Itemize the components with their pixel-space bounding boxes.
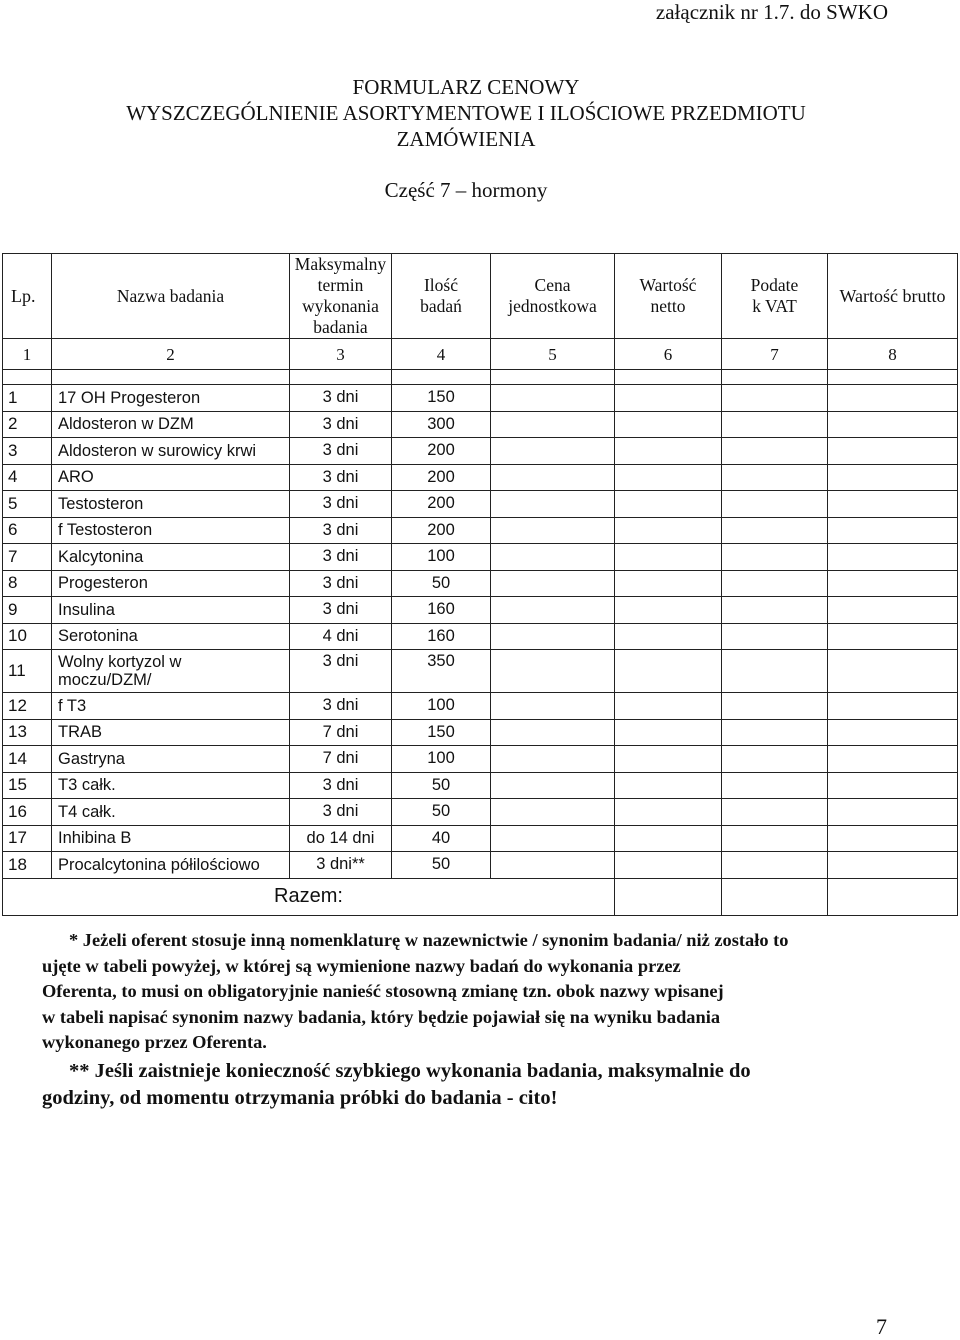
title-line: ZAMÓWIENIA xyxy=(396,127,536,151)
cell-vat[interactable] xyxy=(722,385,828,412)
cell-vat[interactable] xyxy=(722,491,828,518)
row-lp: 16 xyxy=(3,799,52,826)
row-name: Progesteron xyxy=(52,570,290,597)
cell-unit-price[interactable] xyxy=(491,597,615,624)
cell-net[interactable] xyxy=(615,385,722,412)
cell-net[interactable] xyxy=(615,693,722,720)
row-term: 3 dni xyxy=(290,799,392,826)
cell-unit-price[interactable] xyxy=(491,411,615,438)
row-name: Serotonina xyxy=(52,623,290,650)
cell-gross[interactable] xyxy=(828,650,958,693)
row-qty: 100 xyxy=(392,693,491,720)
row-lp: 14 xyxy=(3,746,52,773)
row-term: 3 dni xyxy=(290,411,392,438)
row-lp: 18 xyxy=(3,852,52,879)
row-term: 3 dni xyxy=(290,772,392,799)
footnotes xyxy=(42,928,902,1112)
row-term: 3 dni xyxy=(290,385,392,412)
col-header-qty-line: badań xyxy=(420,296,462,316)
cell-unit-price[interactable] xyxy=(491,385,615,412)
row-name: ARO xyxy=(52,464,290,491)
cell-vat[interactable] xyxy=(722,623,828,650)
cell-gross[interactable] xyxy=(828,772,958,799)
col-header-qty xyxy=(392,254,491,339)
col-header-name: Nazwa badania xyxy=(52,254,290,339)
cell-vat[interactable] xyxy=(722,411,828,438)
row-lp: 10 xyxy=(3,623,52,650)
row-name-line: Wolny kortyzol w xyxy=(58,653,182,671)
cell-gross[interactable] xyxy=(828,719,958,746)
row-qty: 100 xyxy=(392,544,491,571)
col-header-term-line: wykonania xyxy=(302,296,379,316)
table-row xyxy=(3,772,958,799)
cell-vat[interactable] xyxy=(722,464,828,491)
table-row xyxy=(3,623,958,650)
table-row xyxy=(3,799,958,826)
col-header-net-line: netto xyxy=(650,296,686,316)
row-qty: 160 xyxy=(392,623,491,650)
table-row xyxy=(3,491,958,518)
table-row xyxy=(3,650,958,693)
cell-gross[interactable] xyxy=(828,746,958,773)
price-form-table xyxy=(2,253,958,916)
footnote-line: w tabeli napisać synonim nazwy badania, który będzie pojawiał się na wyniku badania xyxy=(42,1006,721,1027)
column-number: 8 xyxy=(828,339,958,370)
row-term: 3 dni xyxy=(290,438,392,465)
cell-gross[interactable] xyxy=(828,570,958,597)
table-row xyxy=(3,464,958,491)
row-term: 3 dni xyxy=(290,544,392,571)
cell-net[interactable] xyxy=(615,799,722,826)
column-number: 1 xyxy=(3,339,52,370)
cell-net[interactable] xyxy=(615,517,722,544)
row-name: Inhibina B xyxy=(52,825,290,852)
row-term: do 14 dni xyxy=(290,825,392,852)
row-name: Insulina xyxy=(52,597,290,624)
row-name: Procalcytonina półilościowo xyxy=(52,852,290,879)
cell-unit-price[interactable] xyxy=(491,852,615,879)
cell-net[interactable] xyxy=(615,772,722,799)
total-net[interactable] xyxy=(615,878,722,915)
total-vat[interactable] xyxy=(722,878,828,915)
cell-net[interactable] xyxy=(615,464,722,491)
row-term: 3 dni xyxy=(290,517,392,544)
cell-gross[interactable] xyxy=(828,517,958,544)
cell-net[interactable] xyxy=(615,623,722,650)
cell-gross[interactable] xyxy=(828,693,958,720)
row-qty: 300 xyxy=(392,411,491,438)
row-term: 3 dni xyxy=(290,597,392,624)
cell-unit-price[interactable] xyxy=(491,438,615,465)
column-number: 3 xyxy=(290,339,392,370)
footnote-line: Oferenta, to musi on obligatoryjnie nanieść stosowną zmianę tzn. obok nazwy wpisanej xyxy=(42,981,724,1001)
cell-vat[interactable] xyxy=(722,799,828,826)
col-header-vat-line: Podate xyxy=(750,275,799,295)
table-row xyxy=(3,570,958,597)
row-term: 3 dni xyxy=(290,491,392,518)
cell-gross[interactable] xyxy=(828,544,958,571)
row-term: 4 dni xyxy=(290,623,392,650)
part-heading: Część 7 – hormony xyxy=(384,178,548,202)
cell-net[interactable] xyxy=(615,570,722,597)
row-name: Aldosteron w DZM xyxy=(52,411,290,438)
col-header-net xyxy=(615,254,722,339)
row-qty: 200 xyxy=(392,438,491,465)
cell-vat[interactable] xyxy=(722,719,828,746)
col-header-unit-price-line: Cena xyxy=(534,275,571,295)
table-row xyxy=(3,825,958,852)
table-row xyxy=(3,597,958,624)
footnote-line: ** Jeśli zaistnieje konieczność szybkiego wykonania badania, maksymalnie do xyxy=(69,1059,751,1082)
total-row xyxy=(3,878,958,915)
cell-net[interactable] xyxy=(615,597,722,624)
row-name-line: moczu/DZM/ xyxy=(58,671,152,689)
cell-gross[interactable] xyxy=(828,385,958,412)
row-term: 3 dni xyxy=(290,464,392,491)
row-name: Aldosteron w surowicy krwi xyxy=(52,438,290,465)
col-header-unit-price xyxy=(491,254,615,339)
table-row xyxy=(3,746,958,773)
cell-net[interactable] xyxy=(615,438,722,465)
footnote-line: ujęte w tabeli powyżej, w której są wymienione nazwy badań do wykonania przez xyxy=(42,955,681,976)
row-qty: 50 xyxy=(392,570,491,597)
row-lp: 11 xyxy=(3,650,52,693)
cell-vat[interactable] xyxy=(722,597,828,624)
row-name: f Testosteron xyxy=(52,517,290,544)
row-lp: 8 xyxy=(3,570,52,597)
cell-net[interactable] xyxy=(615,544,722,571)
cell-vat[interactable] xyxy=(722,825,828,852)
col-header-term xyxy=(290,254,392,339)
table-row xyxy=(3,517,958,544)
header-row xyxy=(3,254,958,339)
row-qty: 350 xyxy=(392,650,491,693)
column-number: 6 xyxy=(615,339,722,370)
row-term: 7 dni xyxy=(290,719,392,746)
table-row xyxy=(3,385,958,412)
footnote-line: * Jeżeli oferent stosuje inną nomenklaturę w nazewnictwie / synonim badania/ niż zostało to xyxy=(69,930,789,950)
cell-vat[interactable] xyxy=(722,746,828,773)
row-lp: 13 xyxy=(3,719,52,746)
col-header-unit-price-line: jednostkowa xyxy=(508,296,597,316)
cell-gross[interactable] xyxy=(828,464,958,491)
title-line: WYSZCZEGÓLNIENIE ASORTYMENTOWE I ILOŚCIOWE PRZEDMIOTU xyxy=(126,101,806,125)
page-number: 7 xyxy=(876,1314,887,1339)
table-row xyxy=(3,852,958,879)
row-name xyxy=(52,650,290,693)
table-row xyxy=(3,411,958,438)
col-header-term-line: Maksymalny xyxy=(294,254,387,274)
col-header-vat xyxy=(722,254,828,339)
cell-net[interactable] xyxy=(615,650,722,693)
row-qty: 200 xyxy=(392,464,491,491)
row-name: Gastryna xyxy=(52,746,290,773)
row-term: 7 dni xyxy=(290,746,392,773)
row-qty: 160 xyxy=(392,597,491,624)
row-lp: 2 xyxy=(3,411,52,438)
cell-unit-price[interactable] xyxy=(491,772,615,799)
cell-vat[interactable] xyxy=(722,772,828,799)
cell-unit-price[interactable] xyxy=(491,623,615,650)
cell-gross[interactable] xyxy=(828,491,958,518)
cell-gross[interactable] xyxy=(828,799,958,826)
row-lp: 9 xyxy=(3,597,52,624)
row-term: 3 dni xyxy=(290,693,392,720)
row-lp: 5 xyxy=(3,491,52,518)
row-term: 3 dni** xyxy=(290,852,392,879)
row-qty: 200 xyxy=(392,517,491,544)
cell-unit-price[interactable] xyxy=(491,517,615,544)
row-term: 3 dni xyxy=(290,570,392,597)
cell-unit-price[interactable] xyxy=(491,570,615,597)
column-number-row xyxy=(3,339,958,370)
row-lp: 17 xyxy=(3,825,52,852)
cell-unit-price[interactable] xyxy=(491,825,615,852)
row-lp: 1 xyxy=(3,385,52,412)
attachment-reference: załącznik nr 1.7. do SWKO xyxy=(655,0,888,24)
column-number: 2 xyxy=(52,339,290,370)
cell-vat[interactable] xyxy=(722,852,828,879)
cell-net[interactable] xyxy=(615,825,722,852)
cell-vat[interactable] xyxy=(722,693,828,720)
cell-vat[interactable] xyxy=(722,438,828,465)
title-line: FORMULARZ CENOWY xyxy=(352,75,580,99)
table-row xyxy=(3,544,958,571)
table-row xyxy=(3,693,958,720)
cell-gross[interactable] xyxy=(828,623,958,650)
total-label: Razem: xyxy=(3,878,615,915)
cell-vat[interactable] xyxy=(722,650,828,693)
cell-unit-price[interactable] xyxy=(491,464,615,491)
cell-gross[interactable] xyxy=(828,825,958,852)
cell-vat[interactable] xyxy=(722,517,828,544)
row-qty: 150 xyxy=(392,385,491,412)
cell-vat[interactable] xyxy=(722,570,828,597)
row-lp: 6 xyxy=(3,517,52,544)
cell-net[interactable] xyxy=(615,746,722,773)
cell-unit-price[interactable] xyxy=(491,746,615,773)
row-qty: 50 xyxy=(392,852,491,879)
row-qty: 50 xyxy=(392,772,491,799)
row-qty: 50 xyxy=(392,799,491,826)
col-header-qty-line: Ilość xyxy=(423,275,459,295)
cell-gross[interactable] xyxy=(828,597,958,624)
cell-unit-price[interactable] xyxy=(491,650,615,693)
table-row xyxy=(3,438,958,465)
row-lp: 4 xyxy=(3,464,52,491)
row-lp: 15 xyxy=(3,772,52,799)
col-header-net-line: Wartość xyxy=(639,275,697,295)
row-name: T3 całk. xyxy=(52,772,290,799)
row-qty: 100 xyxy=(392,746,491,773)
cell-net[interactable] xyxy=(615,491,722,518)
row-name: Testosteron xyxy=(52,491,290,518)
row-name: TRAB xyxy=(52,719,290,746)
spacer-row xyxy=(3,370,958,385)
row-qty: 40 xyxy=(392,825,491,852)
cell-unit-price[interactable] xyxy=(491,544,615,571)
row-term: 3 dni xyxy=(290,650,392,693)
column-number: 4 xyxy=(392,339,491,370)
row-lp: 7 xyxy=(3,544,52,571)
cell-net[interactable] xyxy=(615,411,722,438)
col-header-term-line: termin xyxy=(317,275,364,295)
row-qty: 150 xyxy=(392,719,491,746)
col-header-vat-line: k VAT xyxy=(752,296,797,316)
row-lp: 3 xyxy=(3,438,52,465)
footnote-2 xyxy=(42,1058,902,1112)
cell-unit-price[interactable] xyxy=(491,491,615,518)
column-number: 7 xyxy=(722,339,828,370)
cell-gross[interactable] xyxy=(828,438,958,465)
row-name: f T3 xyxy=(52,693,290,720)
cell-gross[interactable] xyxy=(828,411,958,438)
total-gross[interactable] xyxy=(828,878,958,915)
row-name: T4 całk. xyxy=(52,799,290,826)
document-title xyxy=(0,74,932,152)
cell-gross[interactable] xyxy=(828,852,958,879)
column-number: 5 xyxy=(491,339,615,370)
col-header-gross: Wartość brutto xyxy=(828,254,958,339)
cell-net[interactable] xyxy=(615,719,722,746)
row-name: 17 OH Progesteron xyxy=(52,385,290,412)
row-qty: 200 xyxy=(392,491,491,518)
footnote-line: wykonanego przez Oferenta. xyxy=(42,1032,267,1052)
cell-unit-price[interactable] xyxy=(491,693,615,720)
cell-unit-price[interactable] xyxy=(491,719,615,746)
row-name: Kalcytonina xyxy=(52,544,290,571)
cell-vat[interactable] xyxy=(722,544,828,571)
col-header-lp: Lp. xyxy=(3,254,52,339)
table-row xyxy=(3,719,958,746)
row-lp: 12 xyxy=(3,693,52,720)
col-header-term-line: badania xyxy=(313,317,368,337)
footnote-line: godziny, od momentu otrzymania próbki do badania - cito! xyxy=(42,1086,558,1109)
cell-unit-price[interactable] xyxy=(491,799,615,826)
cell-net[interactable] xyxy=(615,852,722,879)
